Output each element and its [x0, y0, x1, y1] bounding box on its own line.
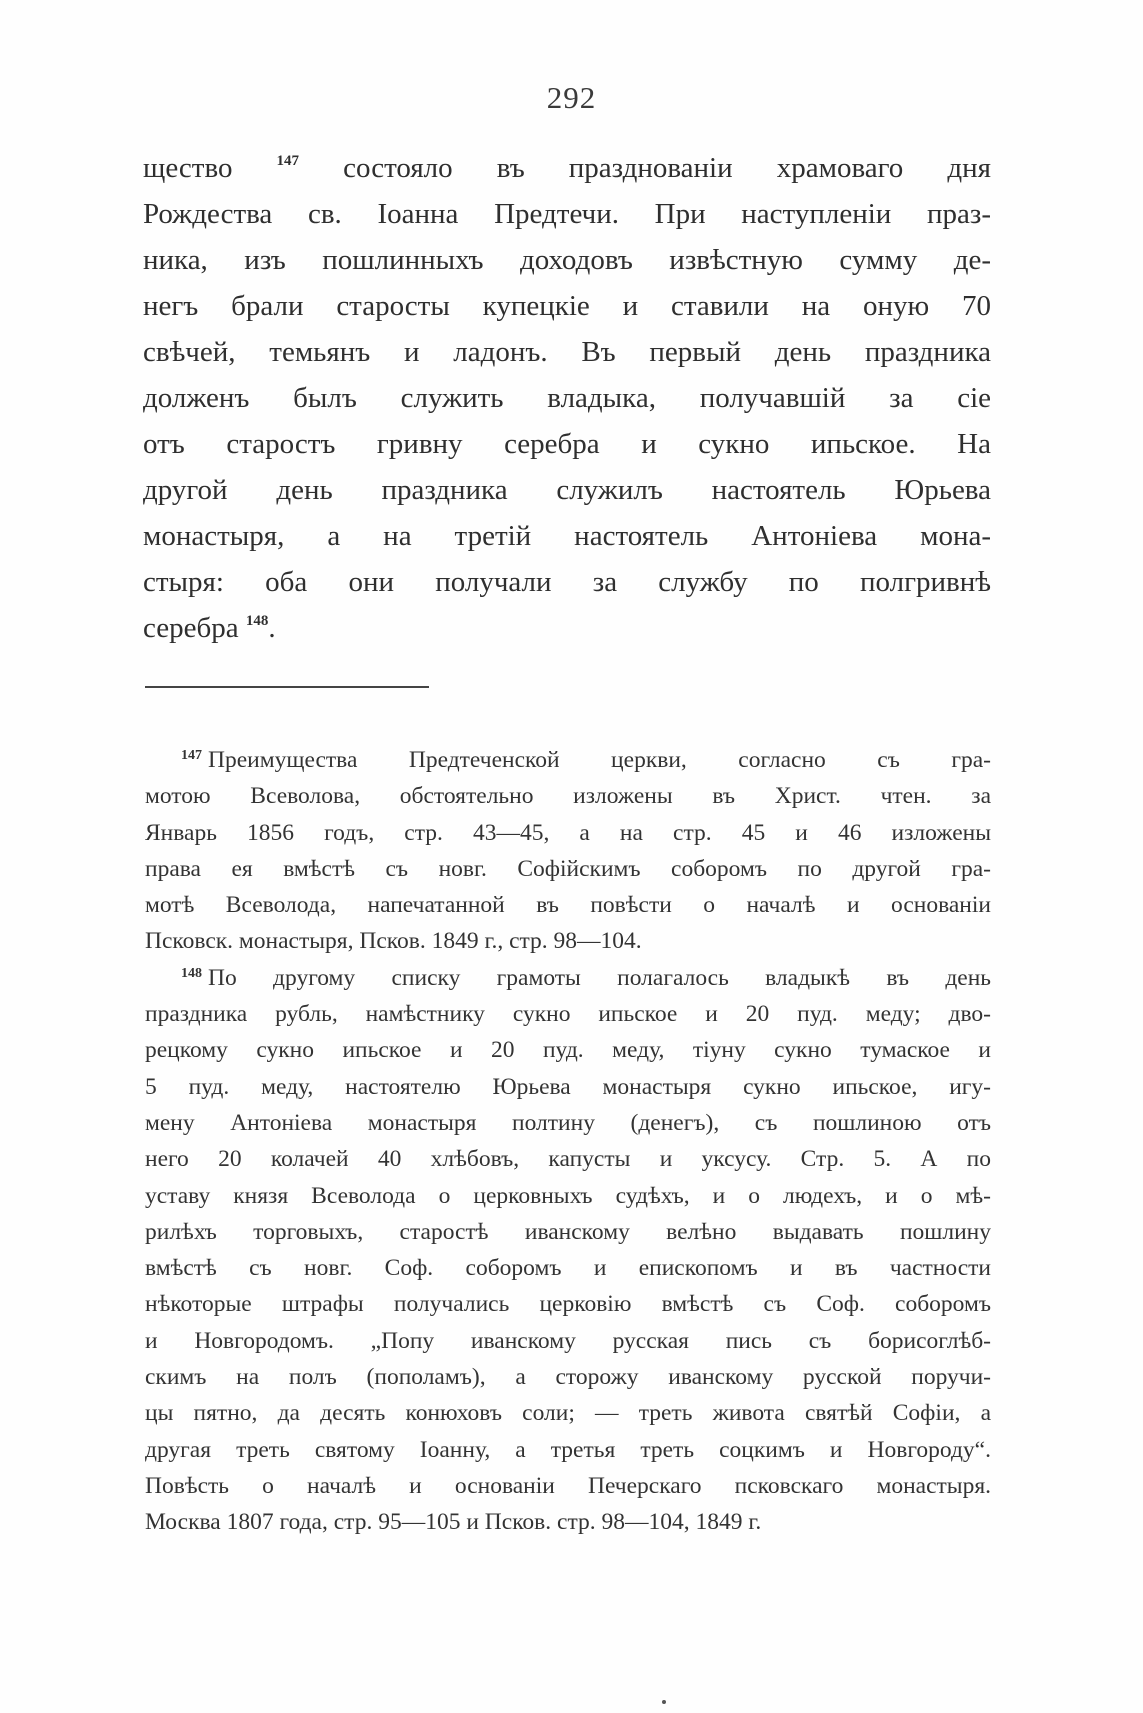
footnote-line: мотѣ Всеволода, напечатанной въ повѣсти о началѣ и основаніи [145, 892, 991, 919]
footnote-line: праздника рубль, намѣстнику сукно ипьское и 20 пуд. меду; дво- [145, 1001, 991, 1028]
page-number: 292 [546, 80, 597, 115]
footnote-line: и Новгородомъ. „Попу иванскому русская пись съ борисоглѣб- [145, 1327, 991, 1354]
footnote-line: мотою Всеволова, обстоятельно изложены въ Христ. чтен. за [145, 783, 991, 810]
footnote-line: скимъ на полъ (пополамъ), а сторожу иванскому русской поручи- [145, 1364, 991, 1391]
footnote-separator [145, 686, 429, 688]
main-text-line [143, 605, 991, 651]
footnote-line: вмѣстѣ съ новг. Соф. соборомъ и епископомъ и въ частности [145, 1255, 991, 1282]
footnote-line: цы пятно, да десять конюховъ соли; — треть живота святѣй Софіи, а [145, 1400, 991, 1427]
text-fragment: серебра [143, 612, 246, 644]
footnote-line: нѣкоторые штрафы получались церковію вмѣстѣ съ Соф. соборомъ [145, 1291, 991, 1318]
main-text-line: стыря: оба они получали за службу по полгривнѣ [143, 566, 991, 598]
main-text-line: отъ старостъ гривну серебра и сукно ипьское. На [143, 428, 991, 460]
footnote-line: Повѣсть о началѣ и основаніи Печерскаго псковскаго монастыря. [145, 1472, 991, 1499]
text-fragment: состояло въ празднованіи храмоваго дня [299, 152, 991, 184]
footnote-line: права ея вмѣстѣ съ новг. Софійскимъ соборомъ по другой гра- [145, 855, 991, 882]
footnote-line: уставу князя Всеволода о церковныхъ судѣхъ, и о людехъ, и о мѣ- [145, 1182, 991, 1209]
footnote-line: рилѣхъ торговыхъ, старостѣ иванскому велѣно выдавать пошлину [145, 1218, 991, 1245]
footnote-mark: 147 [181, 748, 202, 763]
footnote-line: другая треть святому Іоанну, а третья треть соцкимъ и Новгороду“. [145, 1436, 991, 1463]
main-text-line: долженъ былъ служить владыка, получавшій за сіе [143, 382, 991, 414]
main-text-line: свѣчей, темьянъ и ладонъ. Въ первый день праздника [143, 336, 991, 368]
footnotes [145, 742, 991, 1541]
paper-speck [662, 1700, 666, 1704]
main-text-line: ника, изъ пошлинныхъ доходовъ извѣстную сумму де- [143, 244, 991, 276]
footnote-mark: 148 [181, 965, 202, 981]
footnote-line: 5 пуд. меду, настоятелю Юрьева монастыря сукно ипьское, игу- [145, 1073, 991, 1100]
main-text-line: негъ брали старосты купецкіе и ставили на оную 70 [143, 290, 991, 322]
main-text-line: Рождества св. Іоанна Предтечи. При наступленіи праз- [143, 198, 991, 230]
footnote-line: Январь 1856 годъ, стр. 43—45, а на стр. 45 и 46 изложены [145, 819, 991, 846]
footnote-ref-147[interactable]: 147 [276, 153, 300, 169]
footnote-line: Москва 1807 года, стр. 95—105 и Псков. стр. 98—104, 1849 г. [145, 1509, 762, 1536]
footnote-line: Псковск. монастыря, Псков. 1849 г., стр. 98—104. [145, 928, 642, 955]
footnote-line [145, 742, 991, 778]
footnote-line [145, 960, 991, 996]
footnote-line: мену Антоніева монастыря полтину (денегъ), съ пошлиною отъ [145, 1109, 991, 1136]
main-text [143, 145, 991, 651]
footnote-line: него 20 колачей 40 хлѣбовъ, капусты и уксусу. Стр. 5. А по [145, 1146, 991, 1173]
footnote-147 [145, 742, 991, 960]
footnote-text: По другому списку грамоты полагалось владыкѣ въ день [208, 964, 991, 991]
text-fragment: . [268, 612, 276, 644]
footnote-148 [145, 960, 991, 1541]
footnote-ref-148[interactable]: 148 [245, 613, 269, 629]
main-text-line: другой день праздника служилъ настоятель Юрьева [143, 474, 991, 506]
footnote-line: рецкому сукно ипьское и 20 пуд. меду, тіуну сукно тумаское и [145, 1037, 991, 1064]
text-fragment: щество [143, 152, 277, 184]
main-text-line: монастыря, а на третій настоятель Антоніева мона- [143, 520, 991, 552]
main-text-line [143, 145, 991, 191]
footnote-text: Преимущества Предтеченской церкви, согласно съ гра- [208, 747, 991, 773]
